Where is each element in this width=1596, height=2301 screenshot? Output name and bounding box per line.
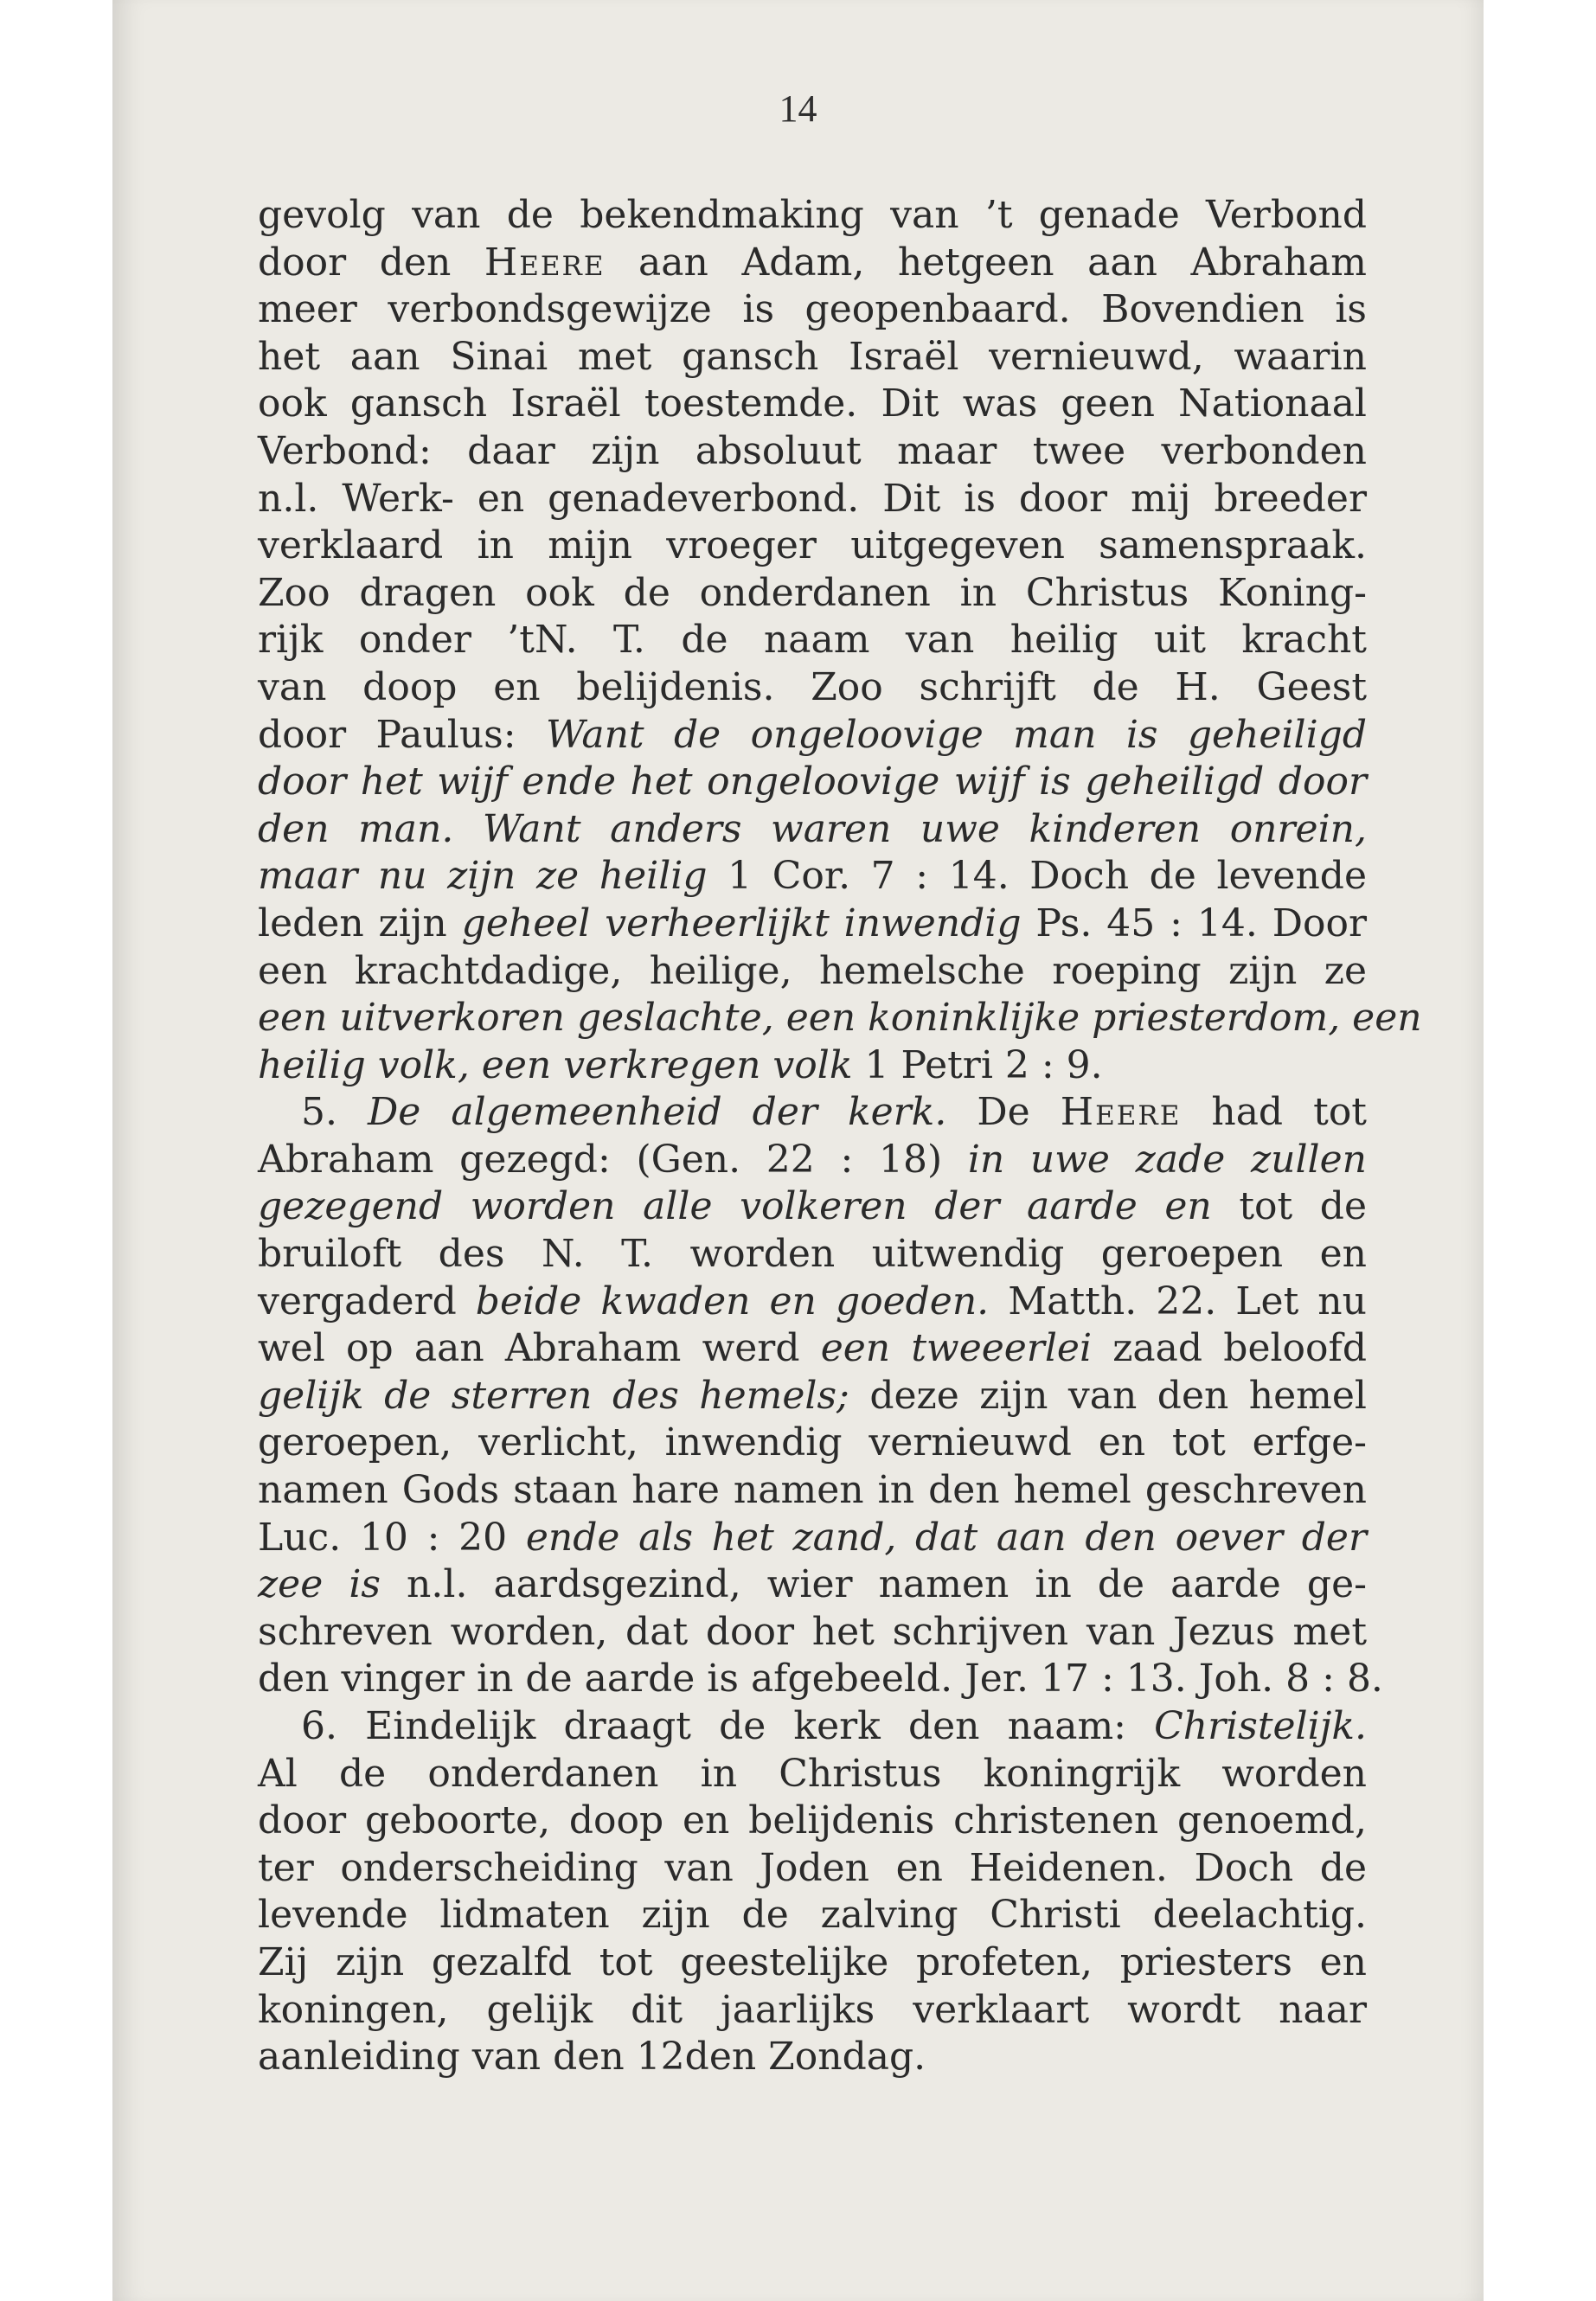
text-segment: n.l. Werk- en genadeverbond. Dit is door mij breeder — [258, 476, 1367, 521]
text-line — [258, 1609, 1367, 1657]
text-line — [258, 192, 1367, 240]
text-segment: meer verbondsgewijze is geopenbaard. Bovendien is — [258, 287, 1367, 332]
text-segment: Verbond: daar zijn absoluut maar twee verbonden — [258, 428, 1367, 473]
italic-text: gezegend worden alle volkeren der aarde en — [258, 1184, 1212, 1229]
text-segment: schreven worden, dat door het schrijven van Jezus met — [258, 1609, 1367, 1654]
text-segment: gevolg van de bekendmaking van ’t genade Verbond — [258, 193, 1367, 237]
text-line — [258, 1089, 1367, 1137]
text-line — [258, 476, 1367, 523]
text-segment: geroepen, verlicht, inwendig vernieuwd en tot erfge- — [258, 1420, 1367, 1465]
text-segment: een krachtdadige, heilige, hemelsche roeping zijn ze — [258, 948, 1367, 993]
text-segment: 1 Cor. 7 : 14. Doch de levende — [707, 854, 1367, 899]
text-line — [258, 334, 1367, 381]
text-segment: Luc. 10 : 20 — [258, 1515, 526, 1560]
text-line — [258, 1467, 1367, 1515]
text-segment: Al de onderdanen in Christus koningrijk worden — [258, 1751, 1367, 1796]
text-line — [258, 1939, 1367, 1987]
text-segment: zaad beloofd — [1092, 1326, 1367, 1371]
text-line — [258, 1183, 1367, 1231]
text-line — [258, 806, 1367, 854]
text-segment: tot de — [1211, 1184, 1368, 1229]
text-segment: koningen, gelijk dit jaarlijks verklaart wordt naar — [258, 1987, 1367, 2032]
text-line — [258, 759, 1367, 806]
italic-text: Want de ongeloovige man is geheiligd — [545, 712, 1367, 757]
italic-text: geheel verheerlijkt inwendig — [461, 901, 1022, 945]
text-segment: Abraham gezegd: (Gen. 22 : 18) — [258, 1137, 968, 1182]
text-segment: den vinger in de aarde is afgebeeld. Jer. 17 : 13. Joh. 8 : 8. — [258, 1657, 1383, 1702]
text-segment: bruiloft des N. T. worden uitwendig geroepen en — [258, 1232, 1367, 1277]
text-segment: Zoo dragen ook de onderdanen in Christus Koning- — [258, 570, 1367, 615]
page-number: 14 — [779, 87, 817, 130]
text-segment: aanleiding van den 12den Zondag. — [258, 2035, 926, 2080]
text-line — [258, 853, 1367, 901]
small-caps-text: Heere — [484, 240, 606, 285]
text-line — [258, 712, 1367, 760]
text-segment: wel op aan Abraham werd — [258, 1326, 821, 1371]
text-segment: rijk onder ’tN. T. de naam van heilig uit kracht — [258, 618, 1367, 663]
italic-text: heilig volk, een verkregen volk — [258, 1042, 853, 1087]
italic-text: gelijk de sterren des hemels; — [258, 1373, 849, 1418]
text-segment: namen Gods staan hare namen in den hemel geschreven — [258, 1468, 1367, 1513]
text-segment: levende lidmaten zijn de zalving Christi deelachtig. — [258, 1893, 1367, 1938]
text-segment: 5. — [301, 1090, 369, 1135]
text-segment: verklaard in mijn vroeger uitgegeven samenspraak. — [258, 523, 1367, 568]
text-line — [258, 1042, 1367, 1090]
italic-text: den man. Want anders waren uwe kinderen onrein, — [258, 806, 1367, 851]
text-segment: door geboorte, doop en belijdenis christenen genoemd, — [258, 1798, 1367, 1843]
text-segment: Ps. 45 : 14. Door — [1021, 901, 1367, 945]
text-line — [258, 1420, 1367, 1467]
text-segment: vergaderd — [258, 1279, 476, 1324]
text-segment: door Paulus: — [258, 712, 546, 757]
text-segment: De — [946, 1090, 1061, 1135]
italic-text: De algemeenheid der kerk. — [368, 1090, 947, 1135]
text-line — [258, 1751, 1367, 1798]
italic-text: beide kwaden en goeden. — [475, 1279, 990, 1324]
text-line — [258, 1656, 1383, 1703]
text-line — [258, 1798, 1367, 1845]
text-segment: het aan Sinai met gansch Israël vernieuwd, waarin — [258, 334, 1367, 379]
text-line — [258, 1515, 1367, 1562]
book-page — [112, 0, 1484, 2301]
italic-text: een uitverkoren geslachte, een koninklijke priesterdom, een — [258, 996, 1422, 1041]
text-segment: Zij zijn gezalfd tot geestelijke profeten, priesters en — [258, 1939, 1367, 1984]
text-line — [258, 1137, 1367, 1184]
text-line — [258, 286, 1367, 334]
body-text — [258, 192, 1422, 2081]
text-line — [258, 240, 1367, 287]
text-line — [258, 1845, 1367, 1893]
italic-text: zee is — [258, 1562, 381, 1607]
text-segment: aan Adam, hetgeen aan Abraham — [605, 240, 1367, 285]
italic-text: door het wijf ende het ongeloovige wijf is geheiligd door — [258, 760, 1367, 804]
text-line — [258, 2034, 1367, 2081]
text-line — [258, 522, 1367, 570]
text-segment: 6. Eindelijk draagt de kerk den naam: — [301, 1704, 1155, 1748]
text-segment: Matth. 22. Let nu — [989, 1279, 1367, 1324]
text-line — [258, 664, 1367, 712]
text-segment: ter onderscheiding van Joden en Heidenen. Doch de — [258, 1845, 1367, 1890]
text-line — [258, 995, 1422, 1042]
text-segment: n.l. aardsgezind, wier namen in de aarde ge- — [380, 1562, 1367, 1607]
italic-text: maar nu zijn ze heilig — [258, 854, 708, 899]
italic-text: Christelijk. — [1154, 1704, 1367, 1748]
text-segment: ook gansch Israël toestemde. Dit was geen Nationaal — [258, 381, 1367, 426]
text-line — [258, 1325, 1367, 1373]
italic-text: een tweeerlei — [820, 1326, 1093, 1371]
text-segment: leden zijn — [258, 901, 462, 945]
text-line — [258, 948, 1367, 996]
text-line — [258, 617, 1367, 664]
text-line — [258, 1561, 1367, 1609]
text-segment: 1 Petri 2 : 9. — [852, 1042, 1103, 1087]
small-caps-text: Heere — [1060, 1090, 1182, 1135]
text-segment: had tot — [1181, 1090, 1367, 1135]
text-segment: van doop en belijdenis. Zoo schrijft de H. Geest — [258, 664, 1367, 709]
text-line — [258, 901, 1367, 948]
text-line — [258, 1373, 1367, 1420]
text-line — [258, 1703, 1367, 1751]
text-line — [258, 1279, 1367, 1326]
text-line — [258, 381, 1367, 428]
text-line — [258, 1231, 1367, 1279]
text-line — [258, 1892, 1367, 1939]
text-line — [258, 428, 1367, 476]
text-line — [258, 1987, 1367, 2035]
italic-text: in uwe zade zullen — [967, 1137, 1367, 1182]
text-line — [258, 570, 1367, 618]
italic-text: ende als het zand, dat aan den oever der — [525, 1515, 1367, 1560]
text-segment: deze zijn van den hemel — [849, 1373, 1368, 1418]
text-segment: door den — [258, 240, 484, 285]
